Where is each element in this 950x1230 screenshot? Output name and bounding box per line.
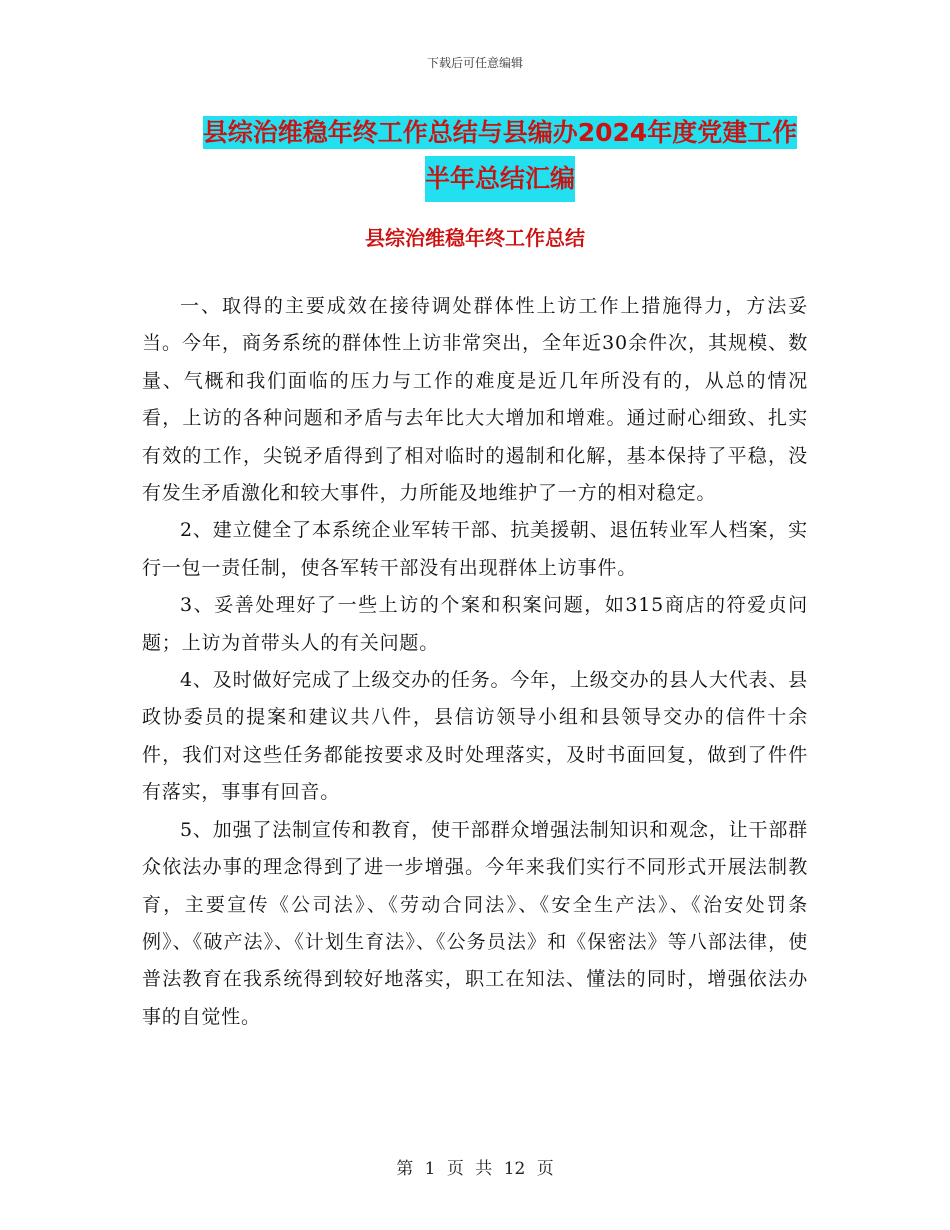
title-line-1: 县综治维稳年终工作总结与县编办2024年度党建工作 [202,118,798,147]
page-footer: 第 1 页 共 12 页 [396,1159,554,1179]
section-heading: 县综治维稳年终工作总结 [365,226,585,250]
paragraph-1: 一、取得的主要成效在接待调处群体性上访工作上措施得力，方法妥当。今年，商务系统的群体性上访非常突出，全年近30余件次，其规模、数量、气概和我们面临的压力与工作的难度是近几年所没有的，从总的情况看，上访的各种问题和矛盾与去年比大大增加和增难。通过耐心细致、扎实有效的工作，尖锐矛盾得到了相对临时的遏制和化解，基本保持了平稳，没有发生矛盾激化和较大事件，力所能及地维护了一方的相对稳定。 [142,295,808,505]
paragraph-5: 5、加强了法制宣传和教育，使干部群众增强法制知识和观念，让干部群众依法办事的理念得到了进一步增强。今年来我们实行不同形式开展法制教育，主要宣传《公司法》、《劳动合同法》、《安全生产法》、《治安处罚条例》、《破产法》、《计划生育法》、《公务员法》和《保密法》等八部法律，使普法教育在我系统得到较好地落实，职工在知法、懂法的同时，增强依法办事的自觉性。 [142,818,808,1028]
paragraph-3: 3、妥善处理好了一些上访的个案和积案问题，如315商店的符爱贞问题；上访为首带头人的有关问题。 [142,594,808,654]
document-title [140,112,860,202]
header-note: 下载后可任意编辑 [426,56,523,70]
paragraph-4: 4、及时做好完成了上级交办的任务。今年，上级交办的县人大代表、县政协委员的提案和建议共八件，县信访领导小组和县领导交办的信件十余件，我们对这些任务都能按要求及时处理落实，及时书面回复，做到了件件有落实，事事有回音。 [142,669,808,804]
document-body [142,288,808,1036]
paragraph-2: 2、建立健全了本系统企业军转干部、抗美援朝、退伍转业军人档案，实行一包一责任制，使各军转干部没有出现群体上访事件。 [142,519,808,579]
title-line-2: 半年总结汇编 [425,156,575,202]
